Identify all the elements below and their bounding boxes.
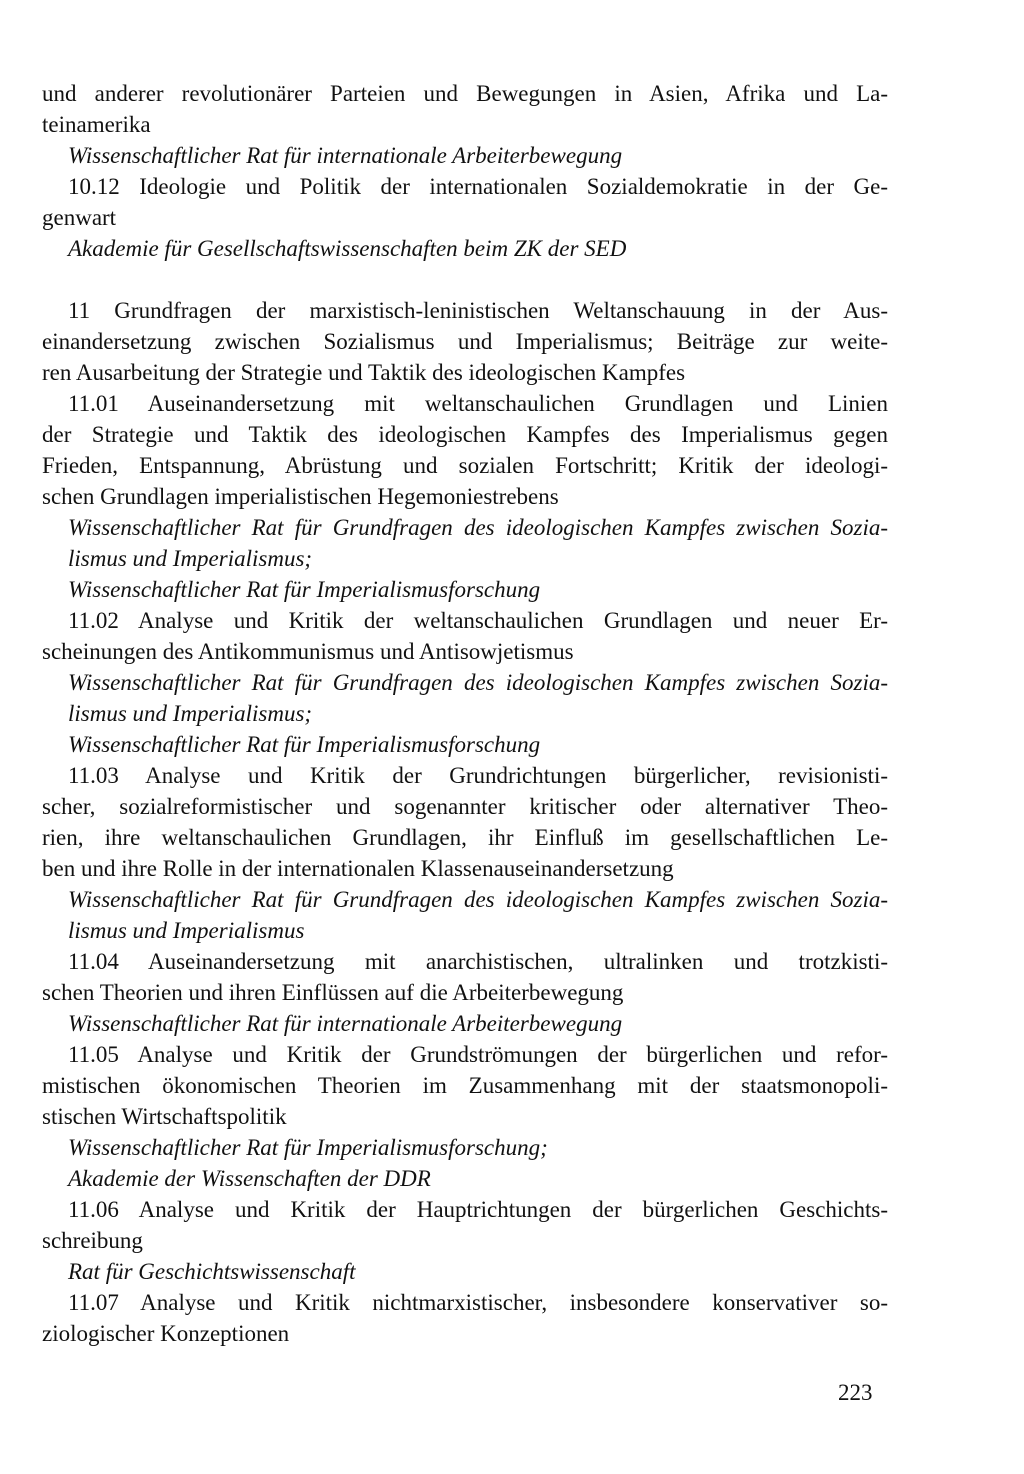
institution-line: Akademie der Wissenschaften der DDR (68, 1166, 431, 1191)
text-line: ziologischer Konzeptionen (42, 1321, 290, 1346)
text-line: teinamerika (42, 112, 151, 137)
text-line: rien, ihre weltanschaulichen Grundlagen, ihr Einfluß im gesellschaftlichen Le- (42, 825, 888, 850)
section-heading: 11.06 Analyse und Kritik der Hauptrichtungen der bürgerlichen Geschichts- (68, 1197, 888, 1222)
institution-line: lismus und Imperialismus (68, 918, 305, 943)
section-heading: 11.04 Auseinandersetzung mit anarchistischen, ultralinken und trotzkisti- (68, 949, 888, 974)
section-heading: 10.12 Ideologie und Politik der internationalen Sozialdemokratie in der Ge- (68, 174, 888, 199)
text-line: scheinungen des Antikommunismus und Antisowjetismus (42, 639, 574, 664)
text-line: ren Ausarbeitung der Strategie und Taktik des ideologischen Kampfes (42, 360, 686, 385)
text-line: ben und ihre Rolle in der internationalen Klassenauseinandersetzung (42, 856, 674, 881)
page-number: 223 (838, 1380, 873, 1405)
institution-line: lismus und Imperialismus; (68, 546, 313, 571)
institution-line: lismus und Imperialismus; (68, 701, 313, 726)
section-heading: 11.07 Analyse und Kritik nichtmarxistischer, insbesondere konservativer so- (68, 1290, 888, 1315)
section-heading: 11.02 Analyse und Kritik der weltanschaulichen Grundlagen und neuer Er- (68, 608, 888, 633)
text-line: genwart (42, 205, 117, 230)
institution-line: Wissenschaftlicher Rat für Grundfragen des ideologischen Kampfes zwischen Sozia- (68, 515, 888, 540)
institution-line: Wissenschaftlicher Rat für Grundfragen des ideologischen Kampfes zwischen Sozia- (68, 887, 888, 912)
text-line: einandersetzung zwischen Sozialismus und Imperialismus; Beiträge zur weite- (42, 329, 888, 354)
section-heading: 11.01 Auseinandersetzung mit weltanschaulichen Grundlagen und Linien (68, 391, 888, 416)
institution-line: Wissenschaftlicher Rat für Imperialismusforschung (68, 732, 541, 757)
institution-line: Wissenschaftlicher Rat für internationale Arbeiterbewegung (68, 1011, 623, 1036)
institution-line: Wissenschaftlicher Rat für Imperialismusforschung; (68, 1135, 548, 1160)
institution-line: Akademie für Gesellschaftswissenschaften beim ZK der SED (68, 236, 627, 261)
text-line: schreibung (42, 1228, 143, 1253)
text-line: der Strategie und Taktik des ideologischen Kampfes des Imperialismus gegen (42, 422, 888, 447)
text-line: scher, sozialreformistischer und sogenannter kritischer oder alternativer Theo- (42, 794, 888, 819)
text-line: Frieden, Entspannung, Abrüstung und sozialen Fortschritt; Kritik der ideologi- (42, 453, 888, 478)
text-line: mistischen ökonomischen Theorien im Zusammenhang mit der staatsmonopoli- (42, 1073, 888, 1098)
text-line: stischen Wirtschaftspolitik (42, 1104, 287, 1129)
chapter-heading: 11 Grundfragen der marxistisch-leninistischen Weltanschauung in der Aus- (68, 298, 888, 323)
institution-line: Wissenschaftlicher Rat für Grundfragen des ideologischen Kampfes zwischen Sozia- (68, 670, 888, 695)
section-heading: 11.03 Analyse und Kritik der Grundrichtungen bürgerlicher, revisionisti- (68, 763, 888, 788)
institution-line: Wissenschaftlicher Rat für Imperialismusforschung (68, 577, 541, 602)
text-line: schen Theorien und ihren Einflüssen auf die Arbeiterbewegung (42, 980, 624, 1005)
section-heading: 11.05 Analyse und Kritik der Grundströmungen der bürgerlichen und refor- (68, 1042, 888, 1067)
text-line: und anderer revolutionärer Parteien und Bewegungen in Asien, Afrika und La- (42, 81, 888, 106)
institution-line: Wissenschaftlicher Rat für internationale Arbeiterbewegung (68, 143, 623, 168)
institution-line: Rat für Geschichtswissenschaft (68, 1259, 356, 1284)
text-line: schen Grundlagen imperialistischen Hegemoniestrebens (42, 484, 559, 509)
